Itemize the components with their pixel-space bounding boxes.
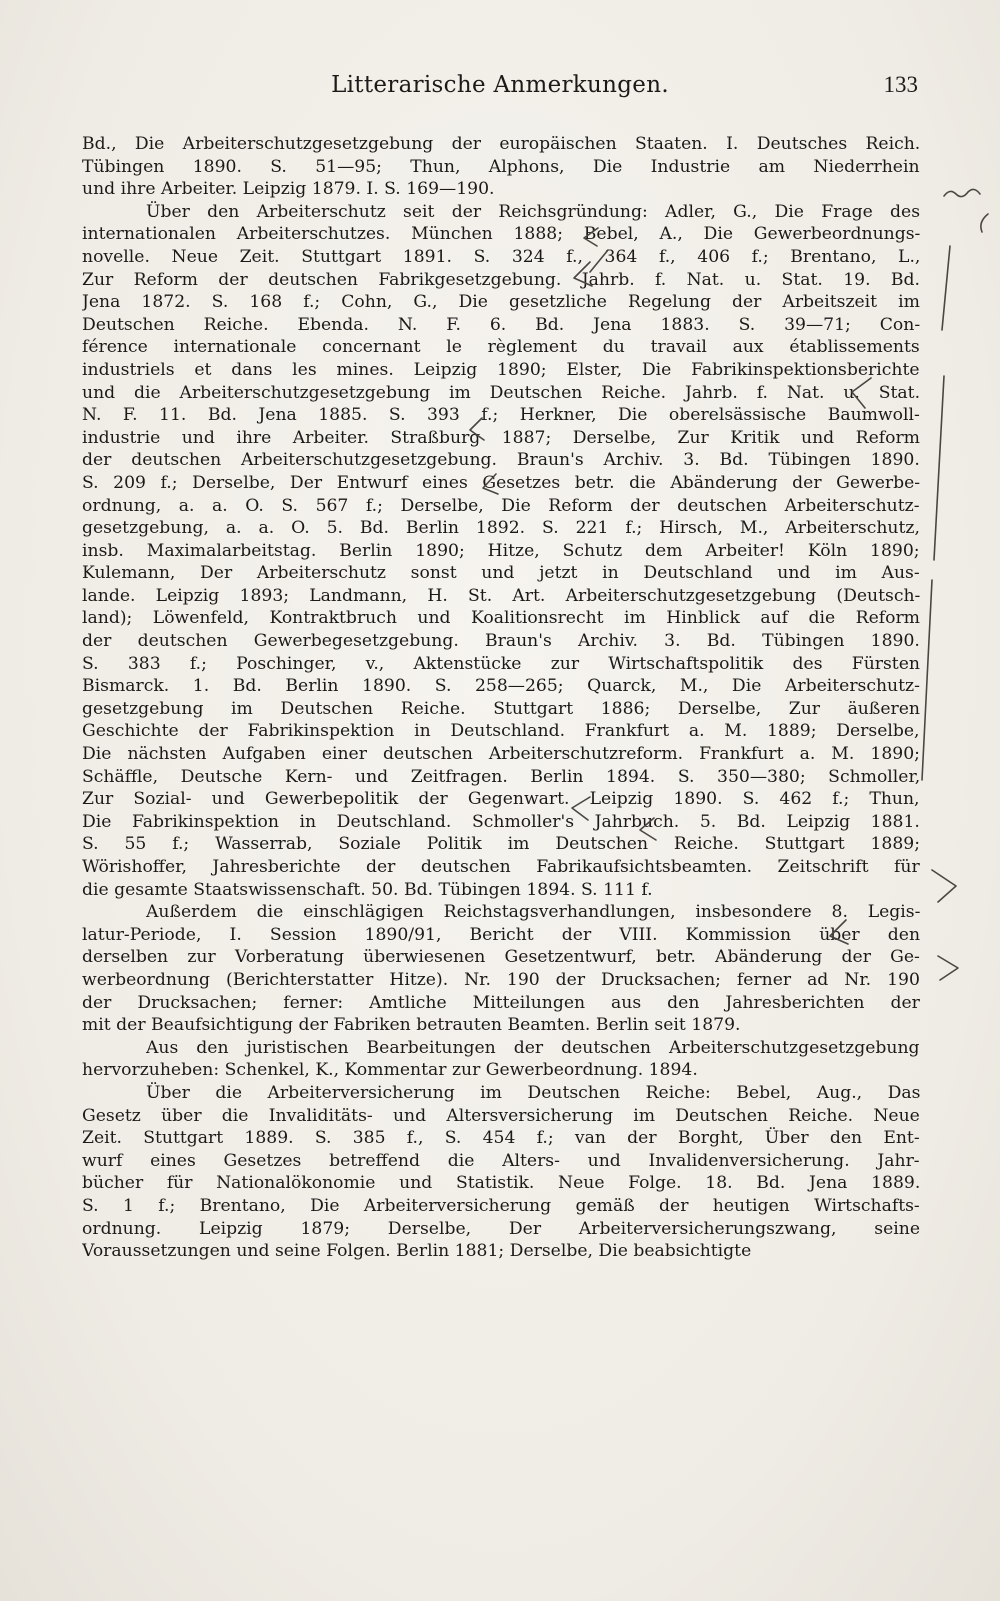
text-line: S. 55 f.; Wasserrab, Soziale Politik im Deutschen Reiche. Stuttgart 1889; [82, 834, 920, 855]
text-line: Deutschen Reiche. Ebenda. N. F. 6. Bd. Jena 1883. S. 39—71; Con- [82, 314, 920, 335]
text-line: Zur Reform der deutschen Fabrikgesetzgebung. Jahrb. f. Nat. u. Stat. 19. Bd. [82, 269, 920, 290]
running-title: Litterarische Anmerkungen. [331, 72, 669, 98]
text-line: Schäffle, Deutsche Kern- und Zeitfragen. Berlin 1894. S. 350—380; Schmoller, [82, 766, 920, 787]
text-line: gesetzgebung im Deutschen Reiche. Stuttgart 1886; Derselbe, Zur äußeren [82, 698, 920, 719]
text-line: der deutschen Gewerbegesetzgebung. Braun's Archiv. 3. Bd. Tübingen 1890. [82, 631, 920, 652]
pencil-margin-line [934, 376, 944, 560]
text-line: gesetzgebung, a. a. O. 5. Bd. Berlin 1892. S. 221 f.; Hirsch, M., Arbeiterschutz, [82, 518, 920, 539]
page-number: 133 [883, 72, 918, 97]
pencil-margin-squiggle [944, 189, 980, 196]
text-line: die gesamte Staatswissenschaft. 50. Bd. Tübingen 1894. S. 111 f. [82, 879, 653, 900]
text-line: und die Arbeiterschutzgesetzgebung im Deutschen Reiche. Jahrb. f. Nat. u. Stat. [82, 382, 920, 403]
page-header [82, 72, 918, 112]
text-line: land); Löwenfeld, Kontraktbruch und Koalitionsrecht im Hinblick auf die Reform [82, 608, 920, 629]
text-line: Bismarck. 1. Bd. Berlin 1890. S. 258—265; Quarck, M., Die Arbeiterschutz- [82, 676, 920, 697]
text-line: wurf eines Gesetzes betreffend die Alters- und Invalidenversicherung. Jahr- [82, 1150, 920, 1171]
text-line: und ihre Arbeiter. Leipzig 1879. I. S. 169—190. [82, 179, 495, 200]
text-line: Über die Arbeiterversicherung im Deutschen Reiche: Bebel, Aug., Das [146, 1082, 920, 1103]
text-body [82, 133, 920, 1263]
text-line: Voraussetzungen und seine Folgen. Berlin 1881; Derselbe, Die beabsichtigte [82, 1241, 752, 1262]
text-line: industrie und ihre Arbeiter. Straßburg 1887; Derselbe, Zur Kritik und Reform [82, 427, 920, 448]
text-line: Kulemann, Der Arbeiterschutz sonst und jetzt in Deutschland und im Aus- [82, 563, 920, 584]
text-line: der Drucksachen; ferner: Amtliche Mitteilungen aus den Jahresberichten der [82, 992, 920, 1013]
text-line: S. 383 f.; Poschinger, v., Aktenstücke zur Wirtschaftspolitik des Fürsten [82, 653, 920, 674]
text-line: Gesetz über die Invaliditäts- und Altersversicherung im Deutschen Reiche. Neue [82, 1105, 920, 1126]
text-line: Zur Sozial- und Gewerbepolitik der Gegenwart. Leipzig 1890. S. 462 f.; Thun, [82, 789, 920, 810]
text-line: Bd., Die Arbeiterschutzgesetzgebung der europäischen Staaten. I. Deutsches Reich. [82, 134, 920, 154]
text-line: S. 1 f.; Brentano, Die Arbeiterversicherung gemäß der heutigen Wirtschafts- [82, 1195, 920, 1216]
text-line: Außerdem die einschlägigen Reichstagsverhandlungen, insbesondere 8. Legis- [146, 902, 920, 923]
pencil-margin-arrow-mark [938, 956, 958, 980]
text-line: ordnung, a. a. O. S. 567 f.; Derselbe, Die Reform der deutschen Arbeiterschutz- [82, 495, 920, 516]
text-line: Tübingen 1890. S. 51—95; Thun, Alphons, Die Industrie am Niederrhein [82, 156, 920, 177]
text-line: internationalen Arbeiterschutzes. München 1888; Bebel, A., Die Gewerbeordnungs- [82, 224, 920, 245]
pencil-margin-line [922, 580, 932, 780]
text-line: Über den Arbeiterschutz seit der Reichsgründung: Adler, G., Die Frage des [146, 201, 920, 222]
text-line: insb. Maximalarbeitstag. Berlin 1890; Hitze, Schutz dem Arbeiter! Köln 1890; [82, 540, 920, 561]
text-line: Zeit. Stuttgart 1889. S. 385 f., S. 454 f.; van der Borght, Über den Ent- [82, 1128, 920, 1149]
text-line: Aus den juristischen Bearbeitungen der deutschen Arbeiterschutzgesetzgebung [146, 1037, 920, 1058]
text-line: férence internationale concernant le règlement du travail aux établissements [82, 337, 920, 358]
text-line: mit der Beaufsichtigung der Fabriken betrauten Beamten. Berlin seit 1879. [82, 1015, 741, 1036]
pencil-margin-arrow-mark [932, 870, 956, 902]
text-line: bücher für Nationalökonomie und Statistik. Neue Folge. 18. Bd. Jena 1889. [82, 1173, 920, 1194]
text-line: novelle. Neue Zeit. Stuttgart 1891. S. 324 f., 364 f., 406 f.; Brentano, L., [82, 246, 920, 267]
text-line: Wörishoffer, Jahresberichte der deutschen Fabrikaufsichtsbeamten. Zeitschrift für [82, 857, 920, 877]
text-line: ordnung. Leipzig 1879; Derselbe, Der Arbeiterversicherungszwang, seine [82, 1218, 920, 1239]
text-line: lande. Leipzig 1893; Landmann, H. St. Art. Arbeiterschutzgesetzgebung (Deutsch- [82, 585, 920, 606]
pencil-margin-line [942, 246, 950, 330]
text-line: hervorzuheben: Schenkel, K., Kommentar zur Gewerbeordnung. 1894. [82, 1060, 698, 1081]
text-line: derselben zur Vorberatung überwiesenen Gesetzentwurf, betr. Abänderung der Ge- [82, 947, 920, 968]
text-line: latur-Periode, I. Session 1890/91, Bericht der VIII. Kommission über den [82, 924, 920, 945]
text-line: S. 209 f.; Derselbe, Der Entwurf eines Gesetzes betr. die Abänderung der Gewerbe- [82, 472, 920, 493]
text-line: der deutschen Arbeiterschutzgesetzgebung. Braun's Archiv. 3. Bd. Tübingen 1890. [82, 450, 920, 471]
text-line: Geschichte der Fabrikinspektion in Deutschland. Frankfurt a. M. 1889; Derselbe, [82, 721, 920, 742]
text-line: Die Fabrikinspektion in Deutschland. Schmoller's Jahrbuch. 5. Bd. Leipzig 1881. [82, 811, 920, 832]
text-line: N. F. 11. Bd. Jena 1885. S. 393 f.; Herkner, Die oberelsässische Baumwoll- [82, 405, 920, 426]
pencil-margin-hook [981, 214, 988, 232]
text-line: Jena 1872. S. 168 f.; Cohn, G., Die gesetzliche Regelung der Arbeitszeit im [82, 292, 920, 313]
text-line: industriels et dans les mines. Leipzig 1890; Elster, Die Fabrikinspektionsberichte [82, 359, 920, 380]
text-line: werbeordnung (Berichterstatter Hitze). Nr. 190 der Drucksachen; ferner ad Nr. 190 [82, 969, 920, 990]
text-line: Die nächsten Aufgaben einer deutschen Arbeiterschutzreform. Frankfurt a. M. 1890; [82, 744, 920, 765]
